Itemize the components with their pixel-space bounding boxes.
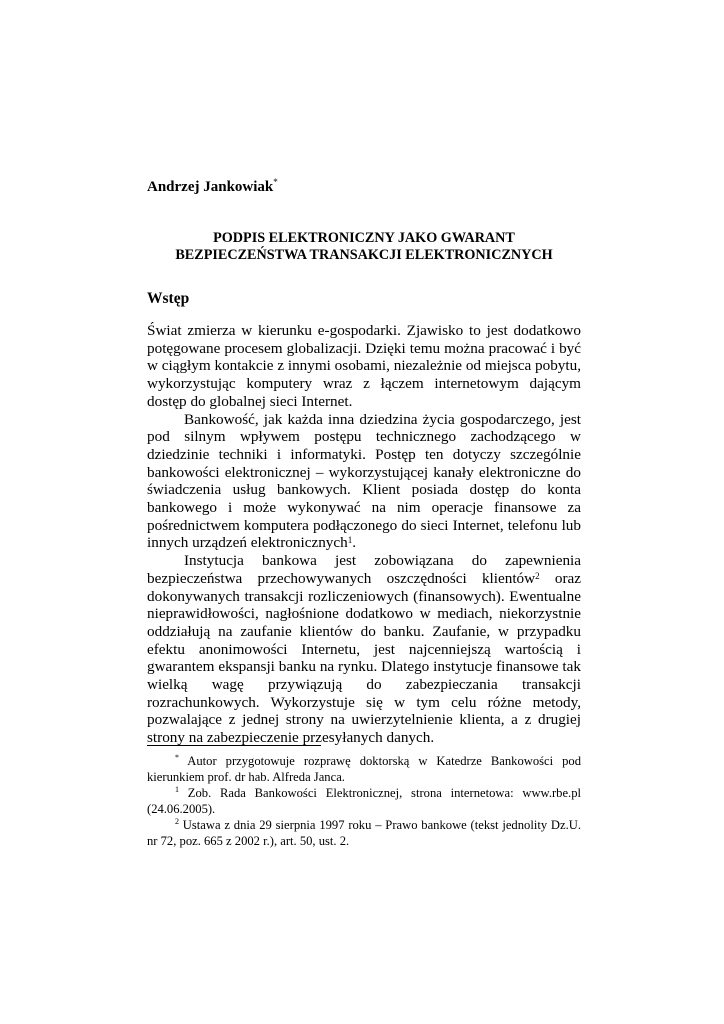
- footnote-mark: 1: [175, 785, 179, 794]
- footnote-text: Autor przygotowuje rozprawę doktorską w Katedrze Bankowości pod kierunkiem prof. dr hab. Alfreda Janca.: [147, 754, 581, 784]
- paragraph-3: [147, 552, 581, 747]
- author-name-text: Andrzej Jankowiak: [147, 179, 274, 195]
- footnote: [147, 817, 581, 849]
- paragraph-2-end: .: [352, 534, 357, 552]
- paragraph-1: Świat zmierza w kierunku e-gospodarki. Zjawisko to jest dodatkowo potęgowane procesem globalizacji. Dzięki temu można pracować i być w ciągłym kontakcie z innymi osobami, niezależnie od miejsca pobytu, wykorzystując komputery wraz z łączem internetowym dającym dostęp do globalnej sieci Internet.: [147, 322, 581, 410]
- section-heading: Wstęp: [147, 290, 190, 307]
- footnote-text: Zob. Rada Bankowości Elektronicznej, strona internetowa: www.rbe.pl (24.06.2005).: [147, 786, 581, 816]
- author-footnote-mark: *: [273, 177, 278, 187]
- article-title: [147, 230, 581, 264]
- footnote-mark: 2: [175, 817, 179, 826]
- footnote-ref-2: 2: [535, 570, 540, 581]
- footnote: [147, 785, 581, 817]
- article-title-line-2: BEZPIECZEŃSTWA TRANSAKCJI ELEKTRONICZNYCH: [175, 247, 553, 263]
- footnote: [147, 753, 581, 785]
- footnotes: [147, 753, 581, 849]
- footnote-mark: *: [175, 753, 179, 762]
- footnote-text: Ustawa z dnia 29 sierpnia 1997 roku – Prawo bankowe (tekst jednolity Dz.U. nr 72, poz. 665 z 2002 r.), art. 50, ust. 2.: [147, 818, 581, 848]
- article-title-line-1: PODPIS ELEKTRONICZNY JAKO GWARANT: [213, 230, 515, 246]
- author-name: [147, 179, 278, 196]
- paragraph-3-text-a: Instytucja bankowa jest zobowiązana do zapewnienia bezpieczeństwa przechowywanych oszczędności klientów: [147, 552, 581, 587]
- paragraph-2-text: Bankowość, jak każda inna dziedzina życia gospodarczego, jest pod silnym wpływem postępu technicznego zachodzącego w dziedzinie techniki i informatyki. Postęp ten dotyczy szczególnie bankowości elektronicznej – wykorzystującej kanały elektroniczne do świadczenia usług bankowych. Klient posiada dostęp do konta bankowego i może wykonywać na nim operacje finansowe za pośrednictwem komputera podłączonego do sieci Internet, telefonu lub innych urządzeń elektronicznych: [147, 410, 581, 552]
- footnote-ref-1: 1: [347, 535, 353, 546]
- paragraph-2: [147, 411, 581, 553]
- body-text: [147, 322, 581, 747]
- footnote-divider: [147, 745, 321, 746]
- paragraph-3-text-b: oraz dokonywanych transakcji rozliczeniowych (finansowych). Ewentualne nieprawidłowości, nagłośnione dodatkowo w mediach, niekorzystnie oddziałują na zaufanie klientów do banku. Zaufanie, w przypadku efektu anonimowości Internetu, jest najcenniejszą wartością i gwarantem ekspansji banku na rynku. Dlatego instytucje finansowe tak wielką wagę przywiązują do zabezpieczania transakcji rozrachunkowych. Wykorzystuje się w tym celu różne metody, pozwalające z jednej strony na uwierzytelnienie klienta, a z drugiej strony na zabezpieczenie przesyłanych danych.: [147, 569, 581, 747]
